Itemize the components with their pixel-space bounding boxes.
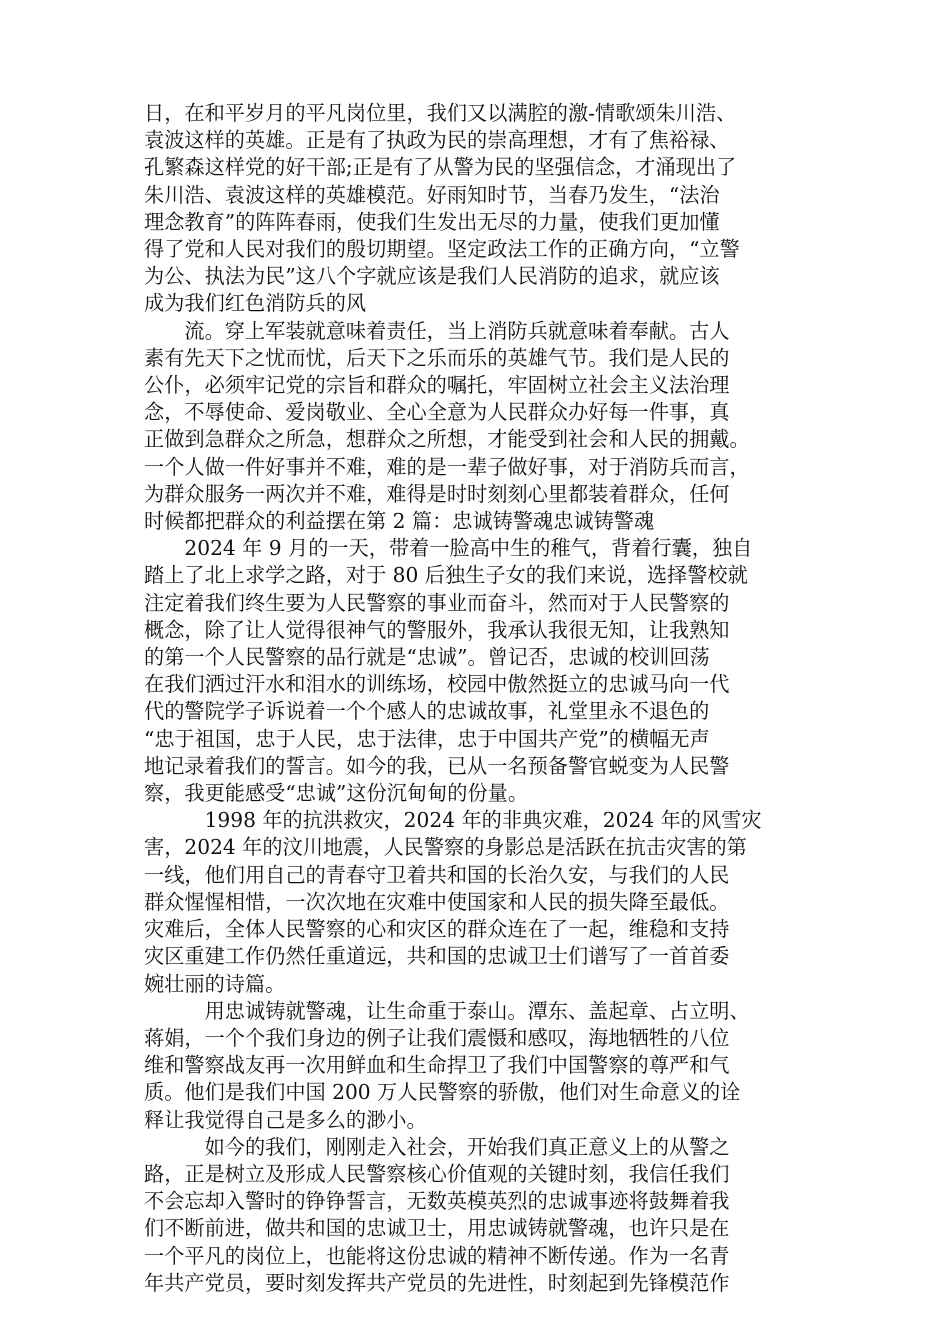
paragraph-6 — [144, 1134, 824, 1297]
text-line: 1998 年的抗洪救灾，2024 年的非典灾难，2024 年的风雪灾 — [144, 808, 762, 833]
text-line: 用忠诚铸就警魂，让生命重于泰山。潭东、盖起章、占立明、 — [144, 998, 750, 1023]
text-line: 概念，除了让人觉得很神气的警服外，我承认我很无知，让我熟知 — [144, 617, 730, 642]
text-line: 朱川浩、袁波这样的英雄模范。好雨知时节，当春乃发生，“法治 — [144, 182, 720, 207]
text-line: 蒋娟，一个个我们身边的例子让我们震慑和感叹，海地牺牲的八位 — [144, 1025, 730, 1050]
text-line: 代的警院学子诉说着一个个感人的忠诚故事，礼堂里永不退色的 — [144, 699, 710, 724]
text-line: 理念教育”的阵阵春雨，使我们生发出无尽的力量，使我们更加懂 — [144, 209, 720, 234]
text-line: 的第一个人民警察的品行就是“忠诚”。曾记否，忠诚的校训回荡 — [144, 645, 710, 670]
text-line: 为群众服务一两次并不难，难得是时时刻刻心里都装着群众，任何 — [144, 481, 730, 506]
text-line: 灾难后，全体人民警察的心和灾区的群众连在了一起，维稳和支持 — [144, 917, 730, 942]
text-line: 一个人做一件好事并不难，难的是一辈子做好事，对于消防兵而言， — [144, 454, 750, 479]
text-line: 害，2024 年的汶川地震，人民警察的身影总是活跃在抗击灾害的第 — [144, 835, 747, 860]
text-line: 袁波这样的英雄。正是有了执政为民的崇高理想，才有了焦裕禄、 — [144, 128, 730, 153]
text-line: 注定着我们终生要为人民警察的事业而奋斗，然而对于人民警察的 — [144, 590, 730, 615]
text-line: 维和警察战友再一次用鲜血和生命捍卫了我们中国警察的尊严和气 — [144, 1053, 730, 1078]
text-line: 成为我们红色消防兵的风 — [144, 291, 367, 316]
text-line: 群众惺惺相惜，一次次地在灾难中使国家和人民的损失降至最低。 — [144, 889, 730, 914]
text-line: 地记录着我们的誓言。如今的我，已从一名预备警官蜕变为人民警 — [144, 753, 730, 778]
text-line: 流。穿上军装就意味着责任，当上消防兵就意味着奉献。古人 — [144, 318, 730, 343]
text-line: 正做到急群众之所急，想群众之所想，才能受到社会和人民的拥戴。 — [144, 427, 750, 452]
text-line: 念，不辱使命、爱岗敬业、全心全意为人民群众办好每一件事，真 — [144, 400, 730, 425]
text-line: “忠于祖国，忠于人民，忠于法律，忠于中国共产党”的横幅无声 — [144, 726, 710, 751]
text-line: 质。他们是我们中国 200 万人民警察的骄傲，他们对生命意义的诠 — [144, 1080, 741, 1105]
paragraph-1 — [144, 100, 824, 318]
text-line: 得了党和人民对我们的殷切期望。坚定政法工作的正确方向，“立警 — [144, 237, 740, 262]
text-line: 公仆，必须牢记党的宗旨和群众的嘱托，牢固树立社会主义法治理 — [144, 373, 730, 398]
text-line: 一线，他们用自己的青春守卫着共和国的长治久安，与我们的人民 — [144, 862, 730, 887]
paragraph-3 — [144, 535, 824, 807]
paragraph-4 — [144, 807, 824, 997]
text-line: 日，在和平岁月的平凡岗位里，我们又以满腔的激-情歌颂朱川浩、 — [144, 101, 737, 125]
text-line: 一个平凡的岗位上，也能将这份忠诚的精神不断传递。作为一名青 — [144, 1243, 730, 1268]
text-line: 婉壮丽的诗篇。 — [144, 971, 286, 996]
text-line: 们不断前进，做共和国的忠诚卫士，用忠诚铸就警魂，也许只是在 — [144, 1216, 730, 1241]
text-line: 释让我觉得自己是多么的渺小。 — [144, 1107, 427, 1132]
paragraph-5 — [144, 998, 824, 1134]
text-line: 时候都把群众的利益摆在第 2 篇：忠诚铸警魂忠诚铸警魂 — [144, 509, 655, 534]
paragraph-2 — [144, 318, 824, 536]
text-line: 路，正是树立及形成人民警察核心价值观的关键时刻，我信任我们 — [144, 1161, 730, 1186]
text-line: 踏上了北上求学之路，对于 80 后独生子女的我们来说，选择警校就 — [144, 563, 748, 588]
text-line: 2024 年 9 月的一天，带着一脸高中生的稚气，背着行囊，独自 — [144, 536, 753, 561]
text-line: 察，我更能感受“忠诚”这份沉甸甸的份量。 — [144, 781, 529, 806]
text-line: 如今的我们，刚刚走入社会，开始我们真正意义上的从警之 — [144, 1134, 730, 1159]
text-line: 年共产党员，要时刻发挥共产党员的先进性，时刻起到先锋模范作 — [144, 1270, 730, 1295]
text-line: 为公、执法为民”这八个字就应该是我们人民消防的追求，就应该 — [144, 264, 720, 289]
text-line: 不会忘却入警时的铮铮誓言，无数英模英烈的忠诚事迹将鼓舞着我 — [144, 1189, 730, 1214]
text-line: 灾区重建工作仍然任重道远，共和国的忠诚卫士们谱写了一首首委 — [144, 944, 730, 969]
document-page — [144, 100, 824, 1297]
text-line: 在我们洒过汗水和泪水的训练场，校园中傲然挺立的忠诚马向一代 — [144, 672, 730, 697]
text-line: 孔繁森这样党的好干部;正是有了从警为民的坚强信念，才涌现出了 — [144, 155, 737, 180]
text-line: 素有先天下之忧而忧，后天下之乐而乐的英雄气节。我们是人民的 — [144, 345, 730, 370]
